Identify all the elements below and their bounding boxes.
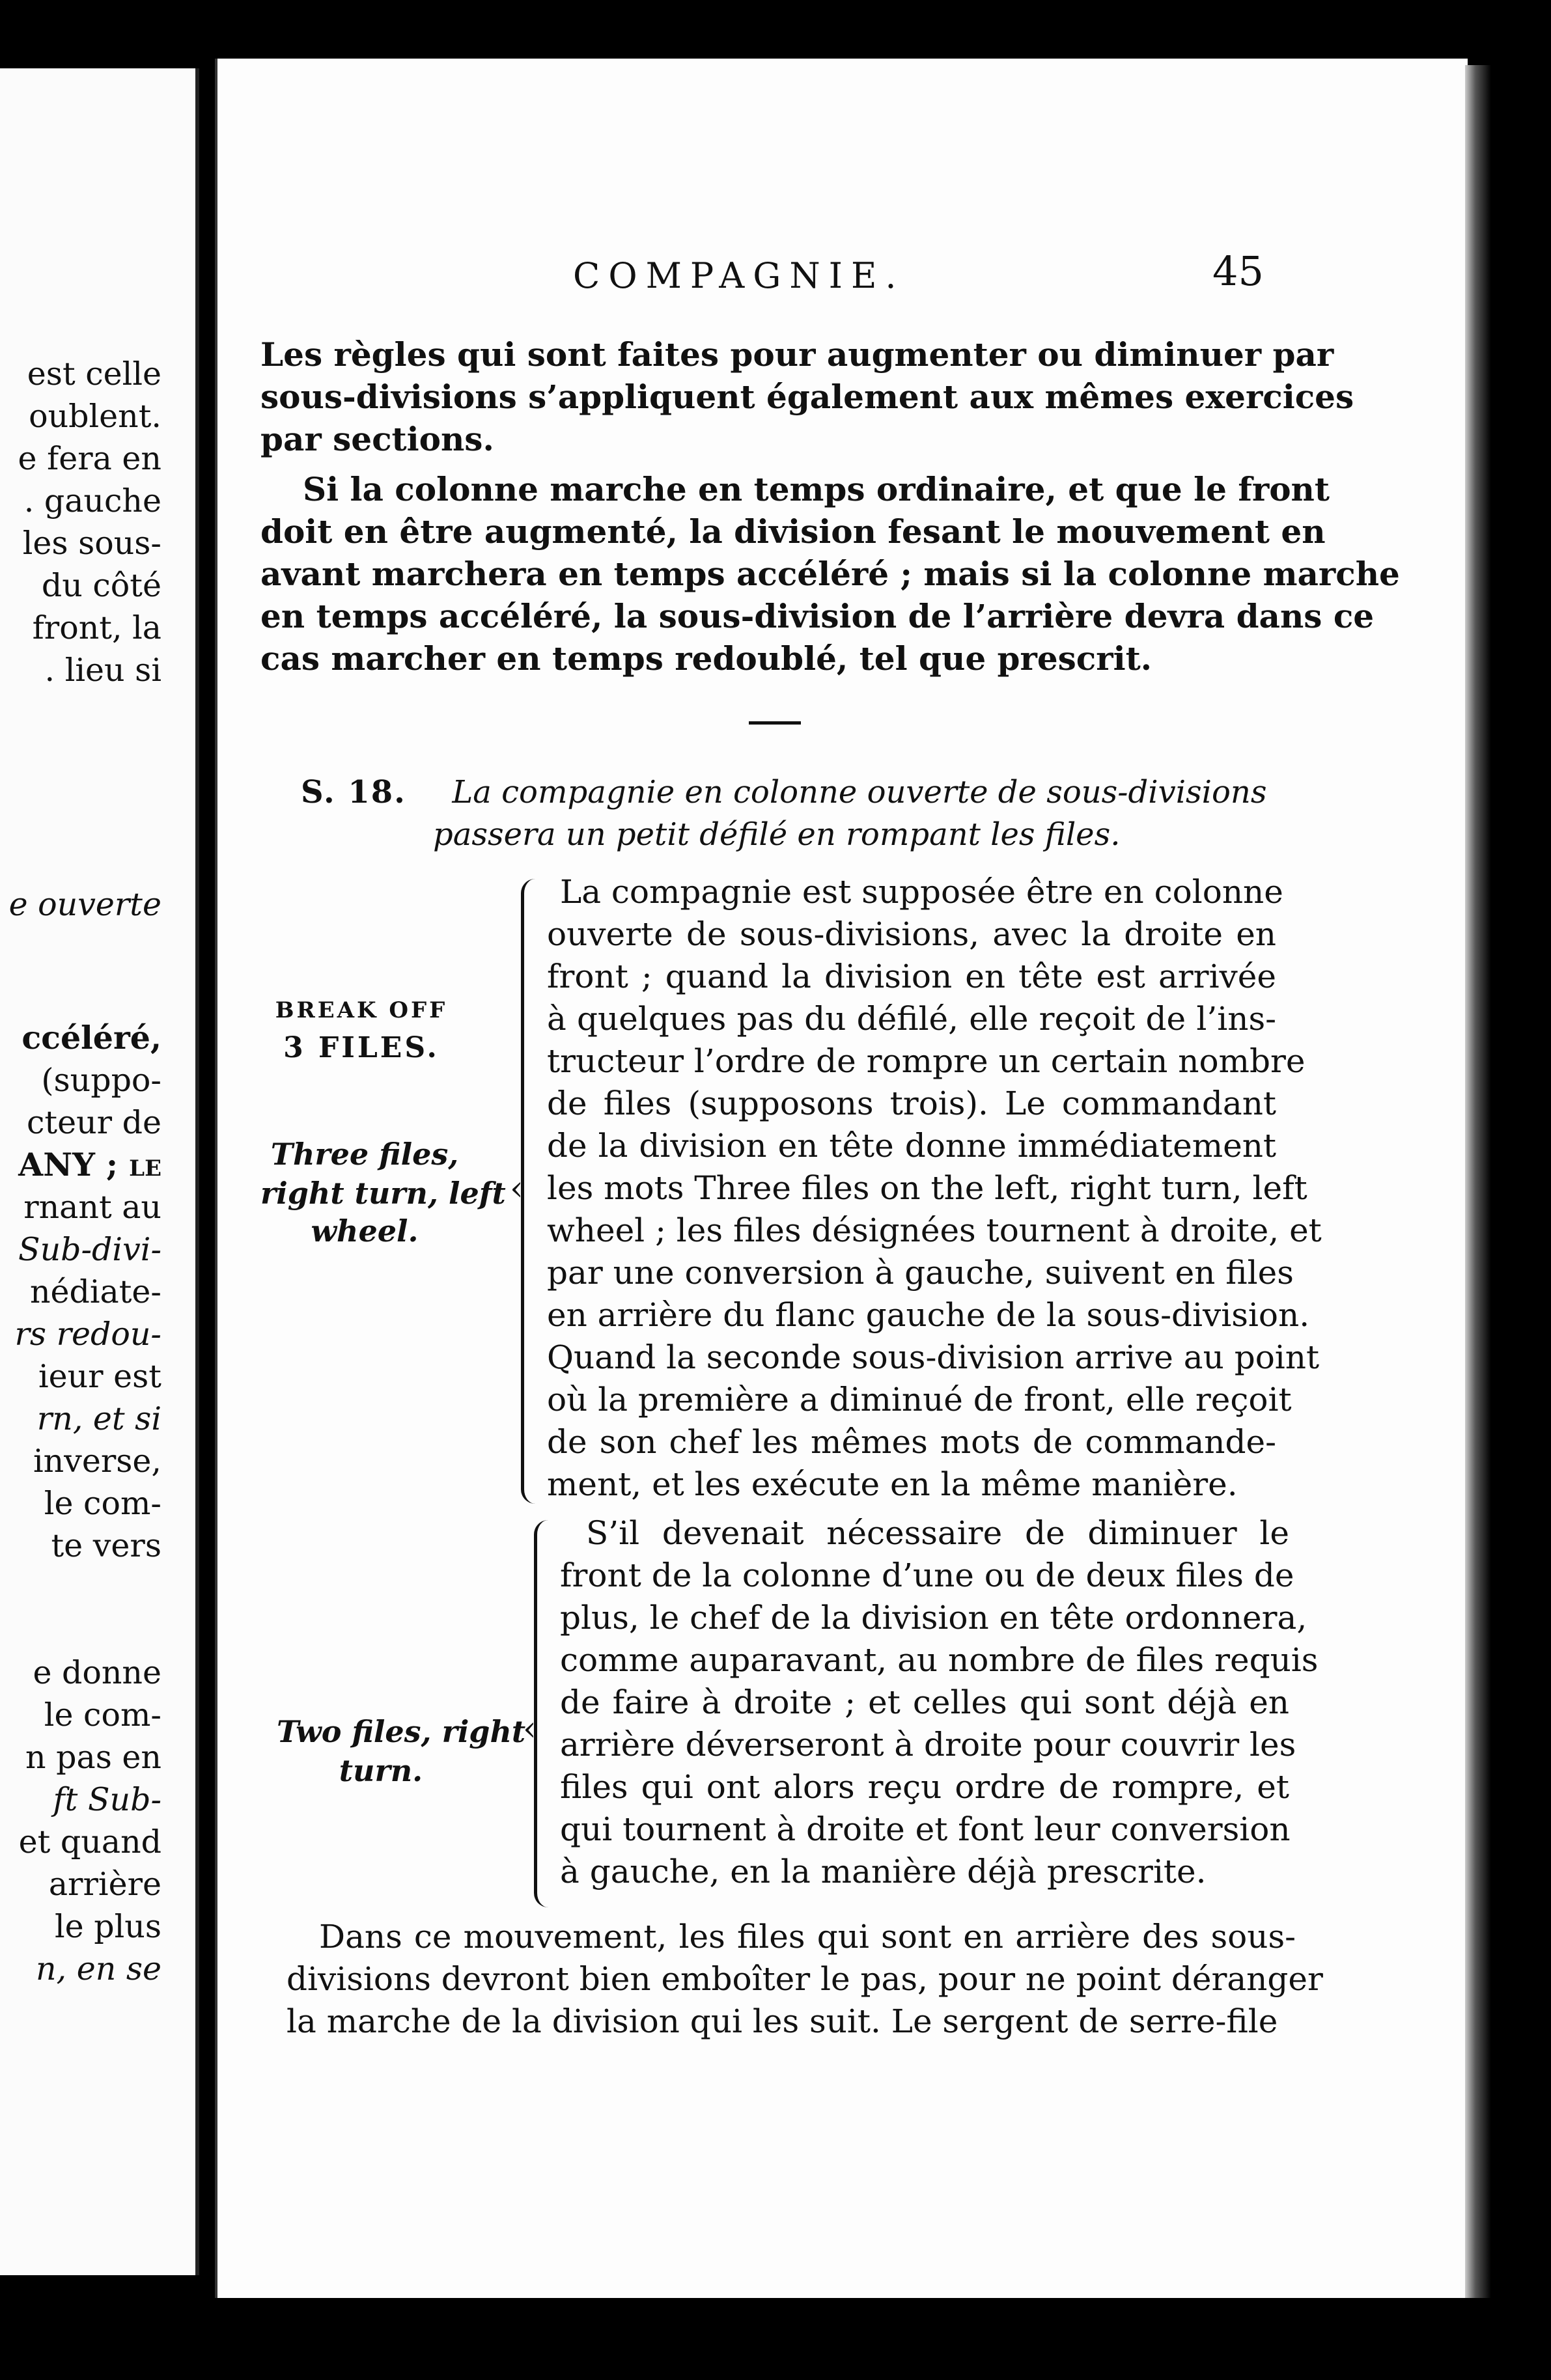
block2-line: arrière déverseront à droite pour couvrir les	[560, 1726, 1296, 1764]
left-facing-page	[0, 68, 199, 2275]
left-page-line: . gauche	[23, 482, 161, 519]
left-page-line: rnant au	[23, 1189, 161, 1226]
margin-note-right-turn-left: right turn, left	[260, 1176, 506, 1211]
block1-line: tructeur l’ordre de rompre un certain nombre	[547, 1042, 1306, 1080]
paragraph-line: Les règles qui sont faites pour augmenter ou diminuer par	[260, 335, 1334, 374]
left-page-line: rn, et si	[36, 1400, 161, 1437]
section-number: S. 18.	[301, 774, 406, 810]
margin-note-break-off: BREAK OFF	[275, 997, 448, 1023]
left-page-line: ccéléré,	[21, 1019, 161, 1057]
margin-note-turn: turn.	[339, 1753, 423, 1788]
left-page-line: te vers	[51, 1527, 161, 1564]
brace-block1	[521, 879, 542, 1504]
block1-line: les mots Three files on the left, right turn, left	[547, 1169, 1307, 1207]
brace-tip-block2: ‹	[523, 1709, 537, 1749]
paragraph-line: Si la colonne marche en temps ordinaire, et que le front	[303, 470, 1330, 508]
paragraph-line: avant marchera en temps accéléré ; mais si la colonne marche	[260, 555, 1400, 593]
section-title-line1: La compagnie en colonne ouverte de sous-divisions	[452, 774, 1267, 810]
left-page-line: ANY ; le	[18, 1146, 161, 1183]
left-page-line: . lieu si	[44, 652, 161, 689]
margin-note-wheel: wheel.	[311, 1213, 419, 1249]
block1-line: de la division en tête donne immédiatement	[547, 1127, 1276, 1165]
paragraph-line: Dans ce mouvement, les files qui sont en arrière des sous-	[319, 1918, 1296, 1956]
block1-line: ouverte de sous-divisions, avec la droite en	[547, 915, 1276, 953]
margin-note-three-files: Three files,	[270, 1137, 459, 1172]
block2-line: qui tournent à droite et font leur conversion	[560, 1810, 1291, 1848]
left-page-line: du côté	[41, 567, 161, 604]
paragraph-line: cas marcher en temps redoublé, tel que prescrit.	[260, 639, 1153, 678]
block1-line: en arrière du flanc gauche de la sous-division.	[547, 1296, 1310, 1334]
left-page-line: ieur est	[38, 1358, 161, 1395]
left-page-line: e donne	[33, 1654, 161, 1691]
left-page-line: le plus	[55, 1908, 161, 1945]
section-title-line2: passera un petit défilé en rompant les files.	[433, 816, 1121, 853]
paragraph-line: par sections.	[260, 420, 494, 458]
block1-line: Quand la seconde sous-division arrive au point	[547, 1338, 1320, 1376]
block1-line: à quelques pas du défilé, elle reçoit de l’ins-	[547, 1000, 1276, 1038]
left-page-line: inverse,	[33, 1443, 161, 1480]
margin-note-two-files: Two files, right	[277, 1714, 526, 1749]
scan-top-border	[0, 0, 1551, 65]
left-page-line: nédiate-	[29, 1273, 161, 1310]
left-page-line: front, la	[32, 609, 161, 646]
margin-note-three-files-count: 3 FILES.	[283, 1031, 440, 1064]
left-page-line: rs redou-	[14, 1316, 161, 1353]
left-page-line: n, en se	[36, 1950, 161, 1987]
left-page-line: est celle	[27, 355, 161, 393]
left-page-line: n pas en	[25, 1739, 161, 1776]
left-page-line: (suppo-	[41, 1062, 161, 1099]
paragraph-line: divisions devront bien emboîter le pas, pour ne point déranger	[286, 1960, 1323, 1998]
brace-tip-block1: ‹	[510, 1169, 524, 1208]
block2-line: plus, le chef de la division en tête ordonnera,	[560, 1599, 1307, 1637]
left-page-line: e ouverte	[8, 886, 161, 923]
block2-line: comme auparavant, au nombre de files requis	[560, 1641, 1319, 1679]
block1-line: ment, et les exécute en la même manière.	[547, 1465, 1238, 1503]
section-rule	[749, 721, 801, 725]
block1-line: par une conversion à gauche, suivent en files	[547, 1254, 1294, 1292]
running-head: COMPAGNIE.	[573, 255, 905, 296]
paragraph-line: doit en être augmenté, la division fesant le mouvement en	[260, 512, 1326, 551]
paragraph-line: la marche de la division qui les suit. Le sergent de serre-file	[286, 2002, 1278, 2040]
left-page-line: les sous-	[22, 525, 161, 562]
left-page-line: e fera en	[18, 440, 161, 477]
block1-line: de files (supposons trois). Le commandant	[547, 1085, 1276, 1122]
section-heading	[301, 774, 1267, 810]
left-page-line: le com-	[44, 1696, 161, 1734]
block2-line: files qui ont alors reçu ordre de rompre, et	[560, 1768, 1289, 1806]
block2-line: à gauche, en la manière déjà prescrite.	[560, 1853, 1207, 1890]
block2-line: de faire à droite ; et celles qui sont déjà en	[560, 1683, 1289, 1721]
block2-line: front de la colonne d’une ou de deux files de	[560, 1557, 1294, 1594]
block1-line: où la première a diminué de front, elle reçoit	[547, 1381, 1292, 1418]
page-number: 45	[1212, 247, 1264, 295]
left-page-line: arrière	[48, 1866, 161, 1903]
block2-line: S’il devenait nécessaire de diminuer le	[586, 1514, 1289, 1552]
brace-block2	[534, 1520, 555, 1907]
paragraph-line: en temps accéléré, la sous-division de l’arrière devra dans ce	[260, 597, 1375, 635]
paragraph-line: sous-divisions s’appliquent également aux mêmes exercices	[260, 378, 1354, 416]
left-page-line: Sub-divi-	[18, 1231, 161, 1268]
page-edge-shadow	[1465, 65, 1491, 2298]
block1-line: La compagnie est supposée être en colonne	[560, 873, 1283, 911]
block1-line: de son chef les mêmes mots de commande-	[547, 1423, 1276, 1461]
scan-bottom-border	[215, 2298, 1491, 2380]
block1-line: front ; quand la division en tête est arrivée	[547, 958, 1276, 995]
left-page-line: et quand	[18, 1823, 161, 1861]
left-page-line: ft Sub-	[53, 1781, 161, 1818]
left-page-line: oublent.	[29, 398, 161, 435]
left-page-line: cteur de	[26, 1104, 161, 1141]
block1-line: wheel ; les files désignées tournent à droite, et	[547, 1211, 1322, 1249]
left-page-line: le com-	[44, 1485, 161, 1522]
